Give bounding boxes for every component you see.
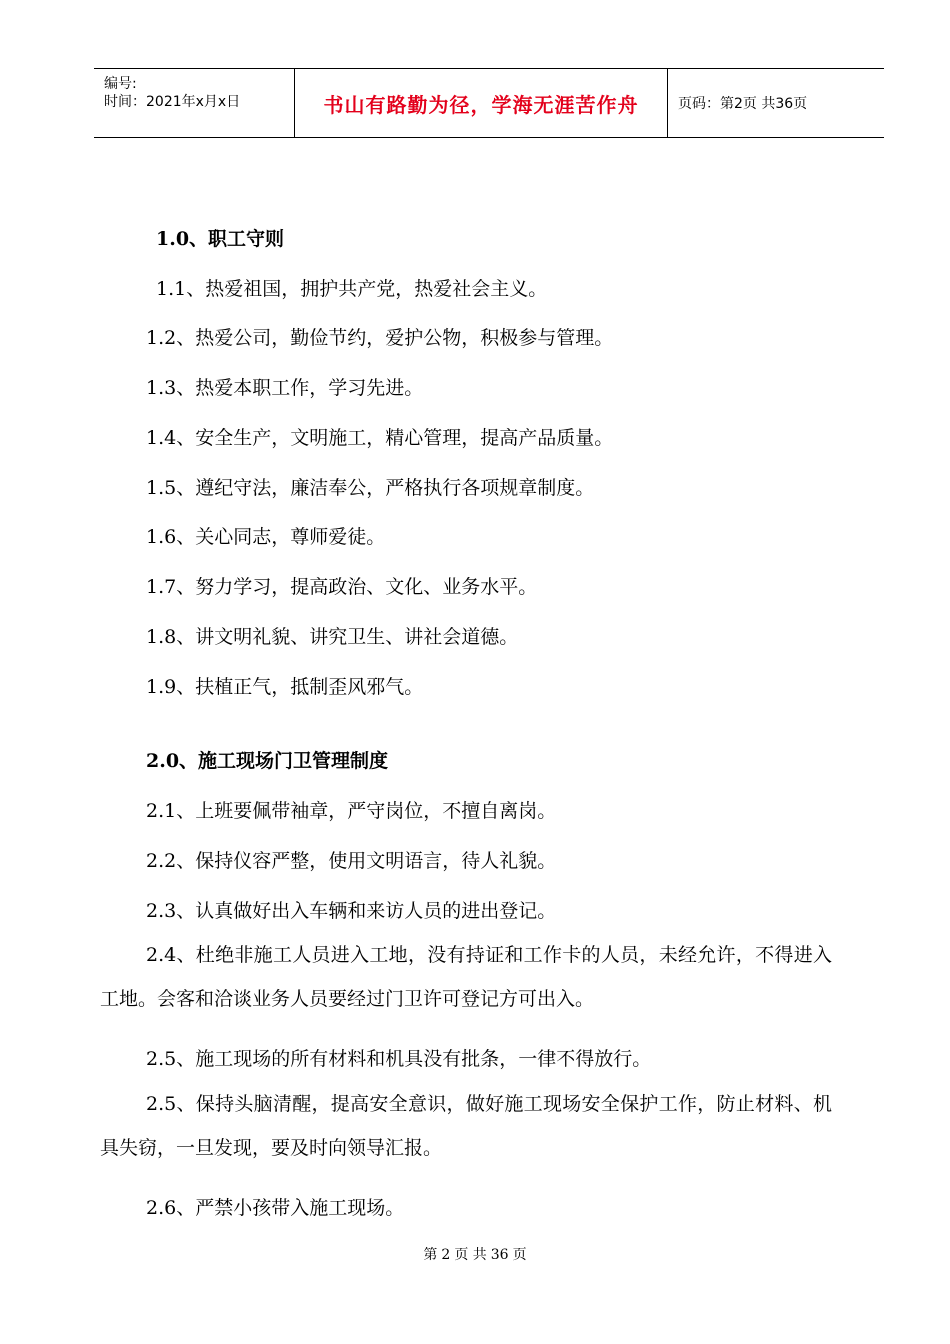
list-item: 2.1、上班要佩带袖章，严守岗位，不擅自离岗。 <box>146 800 557 822</box>
list-item: 1.3、热爱本职工作，学习先进。 <box>146 377 424 399</box>
footer-page-mid: 页 共 <box>454 1247 487 1263</box>
page-footer <box>0 1244 950 1264</box>
list-item: 1.2、热爱公司，勤俭节约，爱护公物，积极参与管理。 <box>146 327 614 349</box>
list-item: 1.8、讲文明礼貌、讲究卫生、讲社会道德。 <box>146 626 519 648</box>
section-title: 2.0、施工现场门卫管理制度 <box>146 750 389 772</box>
list-item: 2.5、保持头脑清醒，提高安全意识，做好施工现场安全保护工作，防止材料、机具失窃，一旦发现，要及时向领导汇报。 <box>100 1093 832 1159</box>
list-item: 1.7、努力学习，提高政治、文化、业务水平。 <box>146 576 538 598</box>
footer-page-total: 36 <box>490 1247 509 1263</box>
list-item: 1.1、热爱祖国，拥护共产党，热爱社会主义。 <box>156 278 548 300</box>
list-item: 1.4、安全生产，文明施工，精心管理，提高产品质量。 <box>146 427 614 449</box>
list-item: 2.2、保持仪容严整，使用文明语言，待人礼貌。 <box>146 850 557 872</box>
header-page-info: 页码：第2页 共36页 <box>678 96 808 112</box>
header-page-cell <box>668 69 884 137</box>
list-item: 2.4、杜绝非施工人员进入工地，没有持证和工作卡的人员，未经允许，不得进入工地。会客和洽谈业务人员要经过门卫许可登记方可出入。 <box>100 944 832 1010</box>
page-header <box>94 68 884 138</box>
doc-time-label: 时间：2021年x月x日 <box>104 94 241 110</box>
header-motto-cell <box>295 69 668 137</box>
list-item: 2.3、认真做好出入车辆和来访人员的进出登记。 <box>146 900 557 922</box>
list-item: 1.6、关心同志，尊师爱徒。 <box>146 526 386 548</box>
doc-number-label: 编号: <box>104 76 137 92</box>
footer-page-number: 2 <box>441 1247 451 1263</box>
footer-page-prefix: 第 <box>423 1247 438 1263</box>
list-item: 2.6、严禁小孩带入施工现场。 <box>146 1197 405 1219</box>
list-item: 1.5、遵纪守法，廉洁奉公，严格执行各项规章制度。 <box>146 477 595 499</box>
list-item: 2.5、施工现场的所有材料和机具没有批条，一律不得放行。 <box>146 1048 652 1070</box>
list-item: 1.9、扶植正气，抵制歪风邪气。 <box>146 676 424 698</box>
header-meta-cell <box>94 69 295 137</box>
motto-text: 书山有路勤为径，学海无涯苦作舟 <box>323 92 639 117</box>
footer-page-suffix: 页 <box>512 1247 527 1263</box>
section-title: 1.0、职工守则 <box>156 228 285 250</box>
